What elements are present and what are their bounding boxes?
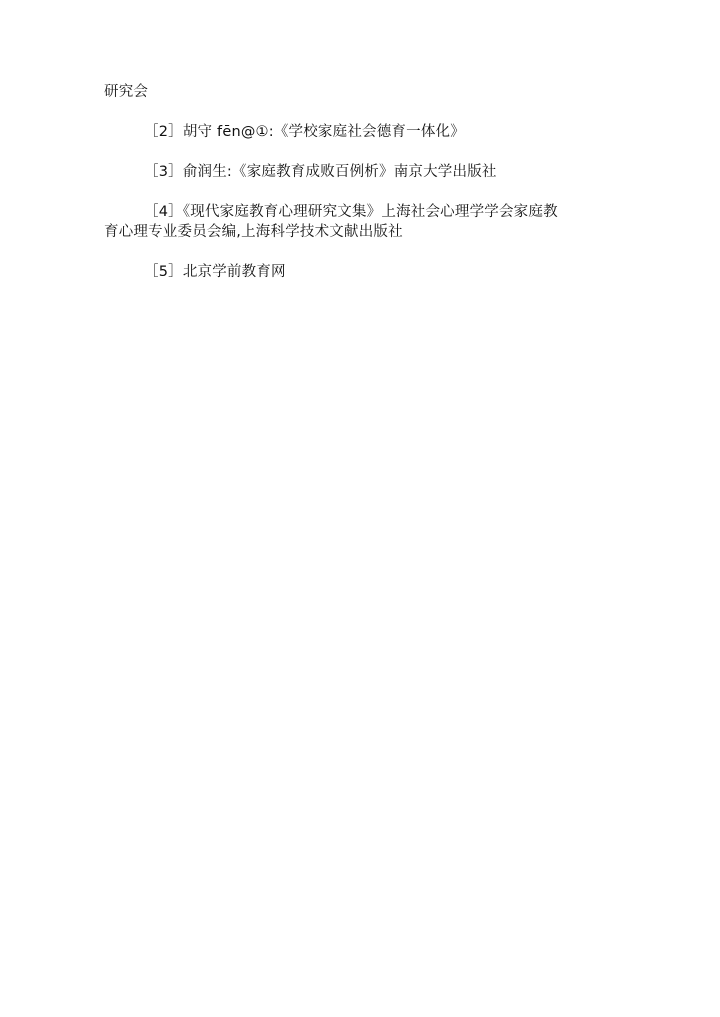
document-body: [104, 82, 624, 302]
reference-item-2: ［2］胡守 fēn@①:《学校家庭社会德育一体化》: [144, 124, 465, 140]
text-line: 研究会: [104, 84, 149, 100]
reference-item-4: ［4］《现代家庭教育心理研究文集》上海社会心理学学会家庭教: [144, 204, 558, 220]
reference-item-3: ［3］俞润生:《家庭教育成败百例析》南京大学出版社: [144, 164, 497, 180]
reference-item-5: ［5］北京学前教育网: [144, 264, 286, 280]
reference-item-4-continued: 育心理专业委员会编,上海科学技术文献出版社: [104, 224, 403, 240]
